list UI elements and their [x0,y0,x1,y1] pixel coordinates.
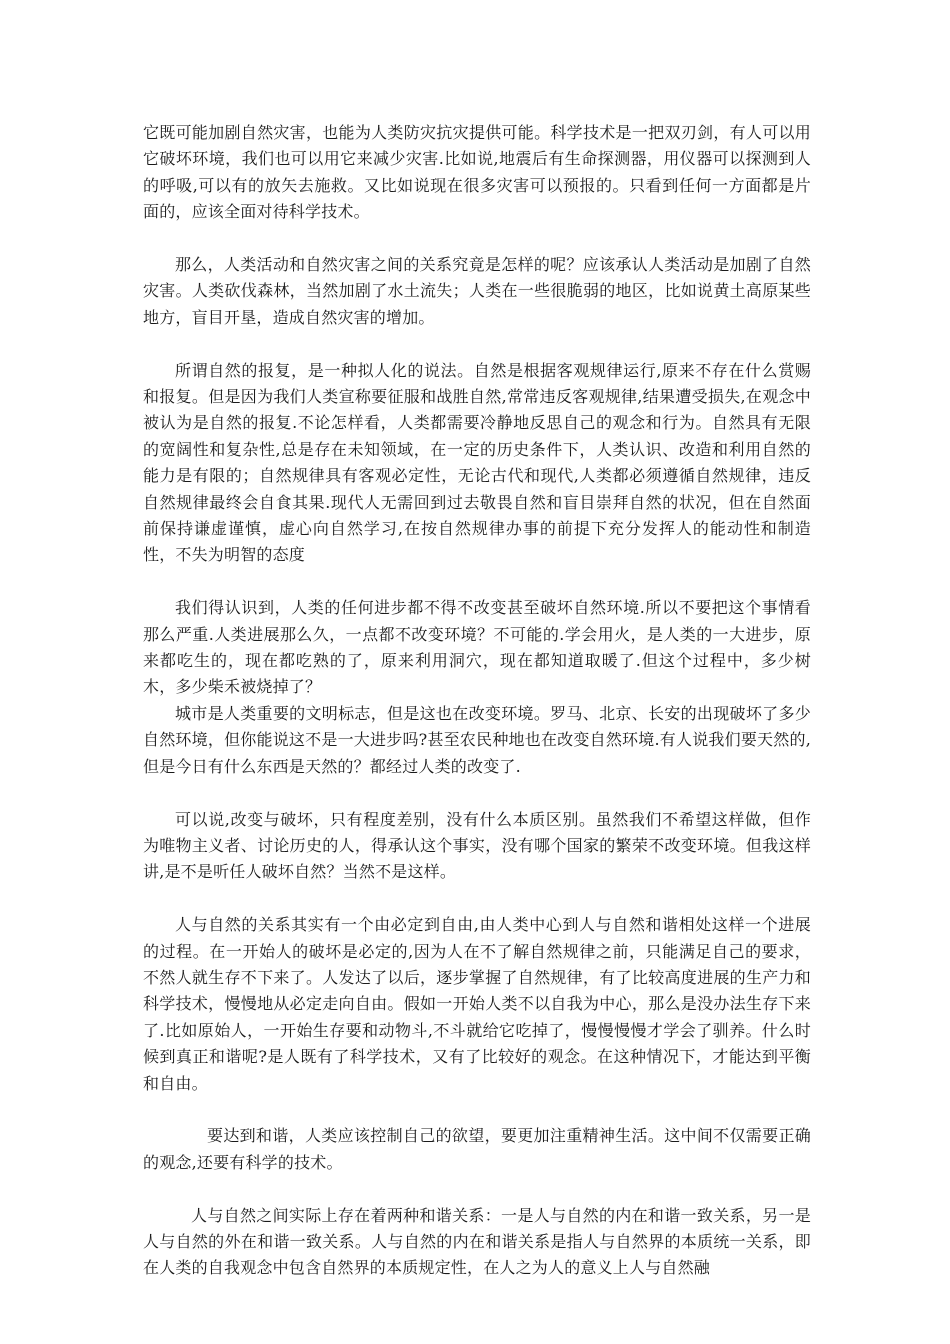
paragraph-2: 那么，人类活动和自然灾害之间的关系究竟是怎样的呢？应该承认人类活动是加剧了自然灾害。人类砍伐森林，当然加剧了水土流失；人类在一些很脆弱的地区，比如说黄土高原某些地方，盲目开垦，造成自然灾害的增加。 [143,255,811,327]
paragraph-8: 要达到和谐，人类应该控制自己的欲望，要更加注重精神生活。这中间不仅需要正确的观念,还要有科学的技术。 [143,1126,811,1172]
paragraph-6: 可以说,改变与破坏，只有程度差别，没有什么本质区别。虽然我们不希望这样做，但作为唯物主义者、讨论历史的人，得承认这个事实，没有哪个国家的繁荣不改变环境。但我这样讲,是不是听任人破坏自然？当然不是这样。 [143,809,811,882]
paragraph-4: 我们得认识到，人类的任何进步都不得不改变甚至破坏自然环境.所以不要把这个事情看那么严重.人类进展那么久，一点都不改变环境？不可能的.学会用火，是人类的一大进步，原来都吃生的，现在都吃熟的了，原来利用洞穴，现在都知道取暖了.但这个过程中，多少树木，多少柴禾被烧掉了？ [143,598,811,697]
paragraph-5: 城市是人类重要的文明标志，但是这也在改变环境。罗马、北京、长安的出现破坏了多少自然环境，但你能说这不是一大进步吗?甚至农民种地也在改变自然环境.有人说我们要天然的,但是今日有什么东西是天然的？都经过人类的改变了. [143,703,811,776]
paragraph-9: 人与自然之间实际上存在着两种和谐关系：一是人与自然的内在和谐一致关系，另一是人与自然的外在和谐一致关系。人与自然的内在和谐关系是指人与自然界的本质统一关系，即在人类的自我观念中包含自然界的本质规定性，在人之为人的意义上人与自然融 [143,1205,811,1278]
document-body [143,120,811,1282]
paragraph-7: 人与自然的关系其实有一个由必定到自由,由人类中心到人与自然和谐相处这样一个进展的过程。在一开始人的破坏是必定的,因为人在不了解自然规律之前，只能满足自己的要求，不然人就生存不下来了。人发达了以后，逐步掌握了自然规律，有了比较高度进展的生产力和科学技术，慢慢地从必定走向自由。假如一开始人类不以自我为中心，那么是没办法生存下来了.比如原始人，一开始生存要和动物斗,不斗就给它吃掉了，慢慢慢慢才学会了驯养。什么时候到真正和谐呢?是人既有了科学技术，又有了比较好的观念。在这种情况下，才能达到平衡和自由。 [143,915,811,1093]
paragraph-3: 所谓自然的报复，是一种拟人化的说法。自然是根据客观规律运行,原来不存在什么赏赐和报复。但是因为我们人类宣称要征服和战胜自然,常常违反客观规律,结果遭受损失,在观念中被认为是自然的报复.不论怎样看，人类都需要冷静地反思自己的观念和行为。自然具有无限的宽阔性和复杂性,总是存在未知领域，在一定的历史条件下，人类认识、改造和利用自然的能力是有限的；自然规律具有客观必定性，无论古代和现代,人类都必须遵循自然规律，违反自然规律最终会自食其果.现代人无需回到过去敬畏自然和盲目崇拜自然的状况，但在自然面前保持谦虚谨慎，虚心向自然学习,在按自然规律办事的前提下充分发挥人的能动性和制造性，不失为明智的态度 [143,360,811,565]
paragraph-1: 它既可能加剧自然灾害，也能为人类防灾抗灾提供可能。科学技术是一把双刃剑，有人可以用它破坏环境，我们也可以用它来减少灾害.比如说,地震后有生命探测器，用仪器可以探测到人的呼吸,可以有的放矢去施救。又比如说现在很多灾害可以预报的。只看到任何一方面都是片面的，应该全面对待科学技术。 [143,123,811,222]
